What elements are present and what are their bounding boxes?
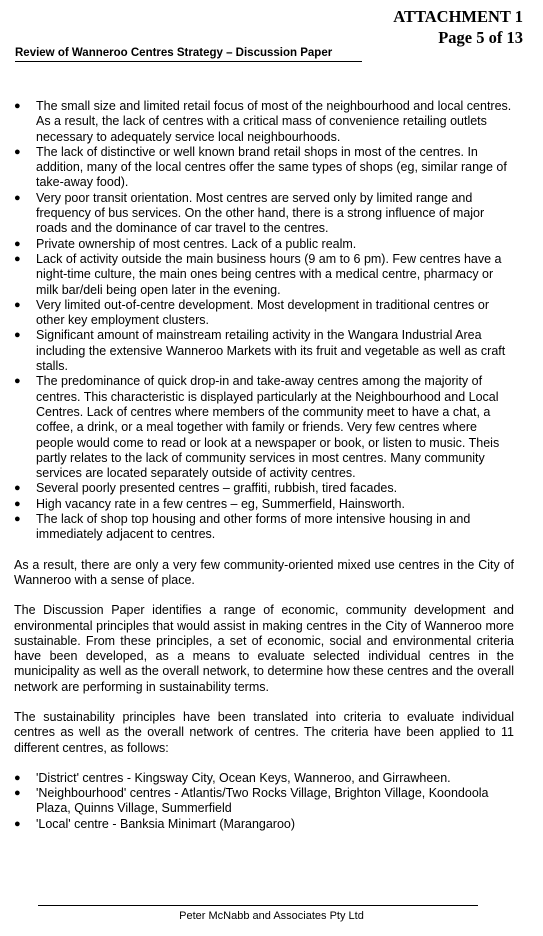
list-item: ● 'Local' centre - Banksia Minimart (Marangaroo) bbox=[14, 816, 296, 831]
list-item: ● High vacancy rate in a few centres – eg, Summerfield, Hainsworth. bbox=[14, 496, 405, 511]
list-item: ● 'Neighbourhood' centres - Atlantis/Two Rocks Village, Brighton Village, Koondoola Plaza, Quinns Village, Summerfield bbox=[14, 786, 489, 816]
centres-list bbox=[14, 771, 514, 832]
list-item: ● The lack of shop top housing and other forms of more intensive housing in and immediately adjacent to centres. bbox=[14, 512, 471, 542]
list-item: ● The lack of distinctive or well known brand retail shops in most of the centres. In addition, many of the local centres offer the same types of shops (eg, similar range of take-away food). bbox=[14, 144, 507, 190]
bullet-icon: ● bbox=[14, 787, 21, 800]
footer-divider bbox=[38, 905, 478, 906]
bullet-icon: ● bbox=[14, 771, 21, 784]
list-item: ● Significant amount of mainstream retailing activity in the Wangara Industrial Area including the extensive Wanneroo Markets with its fruit and vegetable as well as craft stalls. bbox=[14, 328, 506, 374]
list-item: ● Very limited out-of-centre development. Most development in traditional centres or other key employment clusters. bbox=[14, 297, 490, 328]
bullet-icon: ● bbox=[14, 329, 21, 342]
list-item: ● The small size and limited retail focus of most of the neighbourhood and local centres. As a result, the lack of centres with a critical mass of convenience retailing outlets necessary to adequately service local neighbourhoods. bbox=[14, 99, 512, 144]
list-item: ● Lack of activity outside the main business hours (9 am to 6 pm). Few centres have a night-time culture, the main ones being centres with a medical centre, pharmacy or milk bar/deli being open later in the evening. bbox=[14, 251, 502, 297]
list-item: ● The predominance of quick drop-in and take-away centres among the majority of centres. This characteristic is displayed particularly at the Neighbourhood and Local Centres. Lack of centres where members of the community meet to have a chat, a coffee, a drink, or a meal together with family or friends. Very few centres where people would come to read or look at a newspaper or book, or listen to music. Theis partly relates to the lack of community services in most centres. Many community services are located separately outside of activity centres. bbox=[14, 374, 500, 481]
list-item: ● Private ownership of most centres. Lack of a public realm. bbox=[14, 236, 357, 251]
list-item: ● 'District' centres - Kingsway City, Ocean Keys, Wanneroo, and Girrawheen. bbox=[14, 770, 451, 785]
list-item: ● Very poor transit orientation. Most centres are served only by limited range and frequency of bus services. On the other hand, there is a strong influence of major roads and the dominance of car travel to the centres. bbox=[14, 190, 485, 236]
bullet-icon: ● bbox=[14, 817, 21, 830]
bullet-icon: ● bbox=[14, 298, 21, 311]
page-number: Page 5 of 13 bbox=[438, 28, 523, 47]
attachment-header bbox=[393, 6, 523, 48]
attachment-label: ATTACHMENT 1 bbox=[393, 7, 523, 26]
list-item: ● Several poorly presented centres – graffiti, rubbish, tired facades. bbox=[14, 481, 398, 496]
issues-list bbox=[14, 99, 514, 543]
footer-company: Peter McNabb and Associates Pty Ltd bbox=[179, 910, 364, 922]
paragraph-conclusion: As a result, there are only a very few community-oriented mixed use centres in the City of Wanneroo with a sense of place. bbox=[14, 557, 514, 587]
bullet-icon: ● bbox=[14, 513, 21, 526]
bullet-icon: ● bbox=[14, 100, 21, 112]
bullet-icon: ● bbox=[14, 375, 21, 388]
bullet-icon: ● bbox=[14, 237, 21, 250]
document-title: Review of Wanneroo Centres Strategy – Discussion Paper bbox=[15, 47, 362, 62]
bullet-icon: ● bbox=[14, 145, 21, 158]
bullet-icon: ● bbox=[14, 482, 21, 495]
paragraph-criteria: The sustainability principles have been translated into criteria to evaluate individual centres as well as the overall network of centres. The criteria have been applied to 11 different centres, as follows: bbox=[14, 709, 514, 755]
bullet-icon: ● bbox=[14, 497, 21, 510]
paragraph-principles: The Discussion Paper identifies a range of economic, community development and environmental principles that would assist in making centres in the City of Wanneroo more sustainable. From these principles, a set of economic, social and environmental criteria have been developed, as a means to evaluate selected individual centres in the municipality as well as the overall network, to determine how these centres and the overall network are performing in sustainability terms. bbox=[14, 603, 514, 694]
bullet-icon: ● bbox=[14, 191, 21, 204]
page-body bbox=[14, 99, 514, 832]
bullet-icon: ● bbox=[14, 252, 21, 265]
